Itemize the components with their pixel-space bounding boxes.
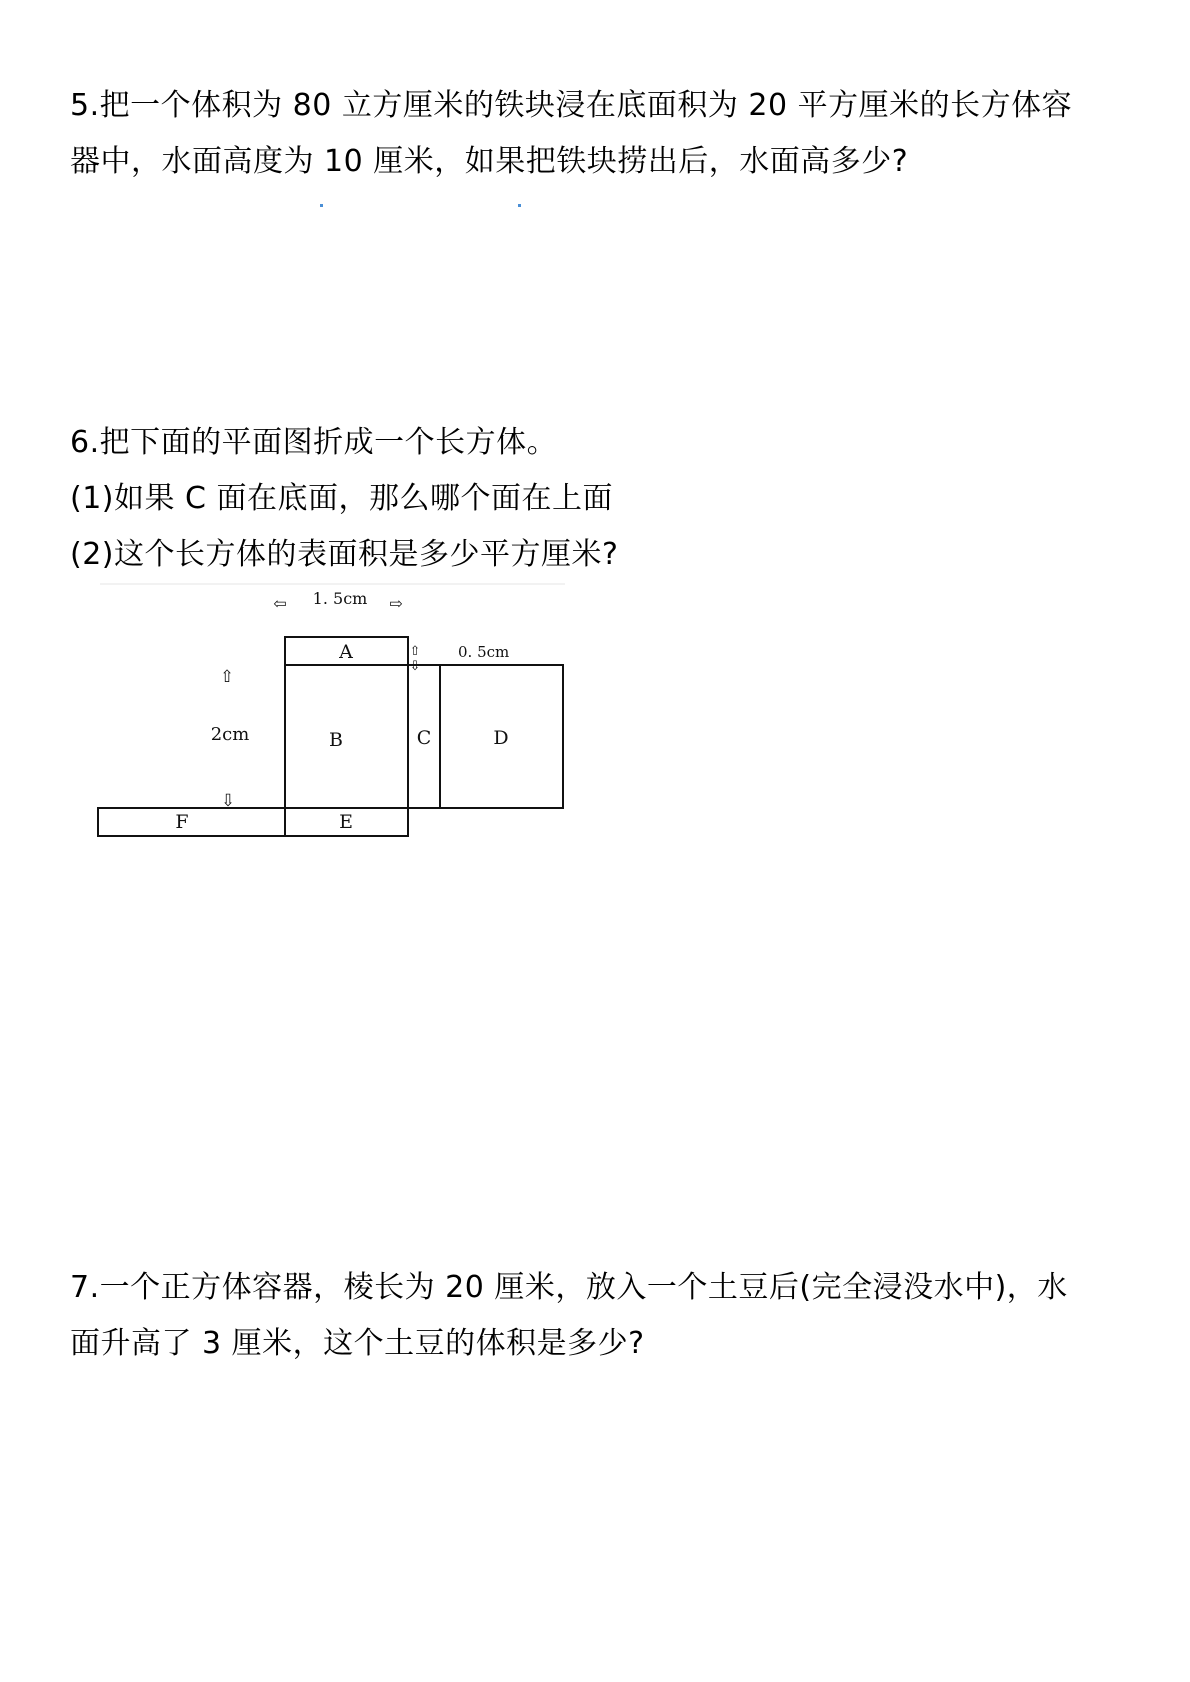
arrow-down-icon: ⇩ [220, 791, 236, 811]
width-label: 1. 5cm [312, 589, 368, 608]
question-7-line-2: 面升高了 3 厘米，这个土豆的体积是多少? [70, 1326, 645, 1361]
face-a-label: A [339, 641, 353, 663]
height-label: 2cm [210, 724, 250, 745]
question-6-part-2: (2)这个长方体的表面积是多少平方厘米? [70, 537, 619, 572]
question-5-line-1: 5.把一个体积为 80 立方厘米的铁块浸在底面积为 20 平方厘米的长方体容 [70, 88, 1073, 123]
arrow-up-icon: ⇧ [219, 667, 235, 687]
face-b [285, 665, 408, 808]
scan-mark [518, 204, 521, 207]
depth-label: 0. 5cm [458, 643, 510, 661]
question-5-line-2: 器中，水面高度为 10 厘米，如果把铁块捞出后，水面高多少? [70, 144, 909, 179]
face-c-label: C [416, 727, 432, 749]
question-7-line-1: 7.一个正方体容器，棱长为 20 厘米，放入一个土豆后(完全浸没水中)，水 [70, 1270, 1068, 1305]
face-b-label: B [329, 729, 343, 751]
face-f-label: F [175, 811, 189, 833]
face-f [98, 808, 285, 836]
arrow-left-icon: ⇦ [273, 594, 287, 613]
arrow-up-small-icon: ⇧ [409, 644, 421, 659]
arrow-right-icon: ⇨ [389, 594, 403, 613]
question-6-part-1: (1)如果 C 面在底面，那么哪个面在上面 [70, 481, 614, 516]
face-e-label: E [339, 811, 353, 833]
arrow-down-small-icon: ⇩ [409, 659, 421, 674]
scan-mark [320, 204, 323, 207]
face-d-label: D [493, 727, 509, 749]
cuboid-net-diagram [90, 582, 570, 852]
question-6-title: 6.把下面的平面图折成一个长方体。 [70, 425, 558, 460]
